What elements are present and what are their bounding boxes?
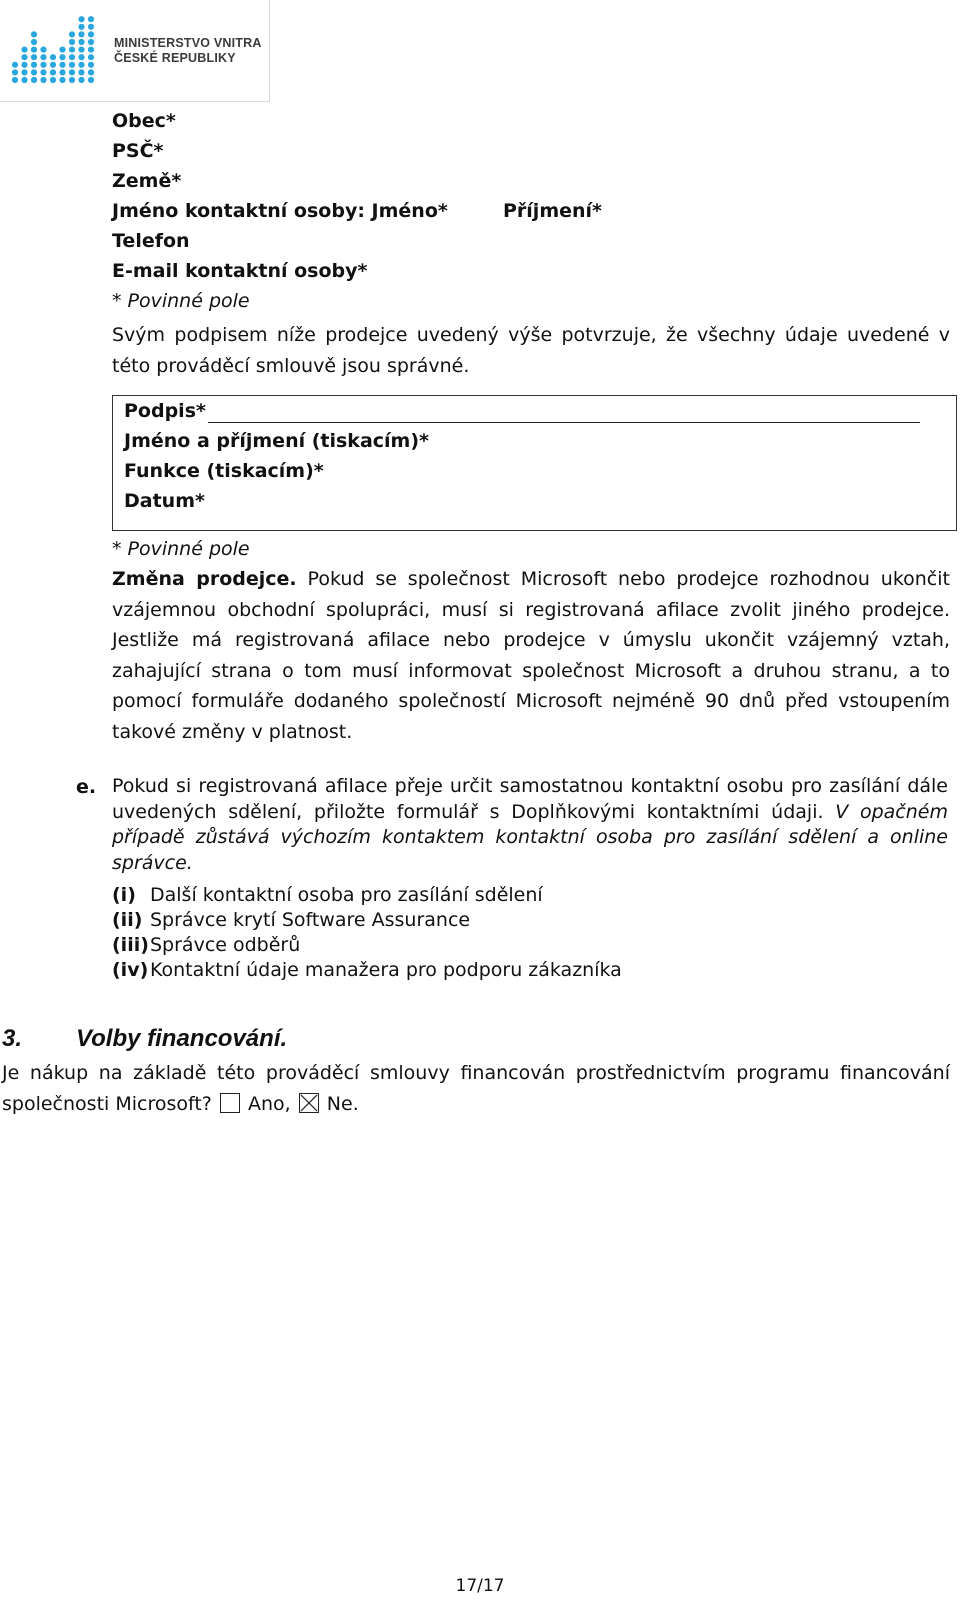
field-contact-name: Jméno kontaktní osoby: Jméno* (112, 200, 448, 222)
required-note-2: * Povinné pole (112, 538, 250, 560)
printed-name-label: Jméno a příjmení (tiskacím)* (124, 430, 429, 452)
required-note-1: * Povinné pole (112, 290, 250, 312)
list-item (112, 907, 470, 933)
financing-question-text: Je nákup na základě této prováděcí smlouvy financován prostřednictvím programu financování společnosti Microsoft? (2, 1062, 950, 1115)
section-number: 3. (2, 1025, 23, 1052)
list-item-number: (iv) (112, 959, 149, 981)
checkbox-yes[interactable] (220, 1093, 240, 1113)
logo-dots-icon (10, 10, 105, 85)
option-yes-label: Ano, (247, 1092, 291, 1115)
list-item (112, 882, 543, 908)
option-no-label: Ne. (326, 1092, 359, 1115)
field-obec: Obec* (112, 110, 176, 132)
confirm-paragraph: Svým podpisem níže prodejce uvedený výše potvrzuje, že všechny údaje uvedené v této prováděcí smlouvě jsou správné. (112, 324, 950, 377)
logo-line-1: MINISTERSTVO VNITRA (114, 36, 262, 50)
list-item (112, 957, 622, 983)
list-item-text: Správce odběrů (150, 934, 301, 956)
list-item-text: Kontaktní údaje manažera pro podporu zákazníka (150, 959, 622, 981)
financing-question (2, 1058, 950, 1119)
checkbox-no[interactable] (299, 1093, 319, 1113)
section-title: Volby financování. (76, 1025, 288, 1052)
list-item-text: Správce krytí Software Assurance (150, 909, 471, 931)
list-item-number: (i) (112, 884, 136, 906)
item-e-paragraph (112, 774, 948, 876)
list-item (112, 932, 300, 958)
signature-label: Podpis* (124, 400, 206, 422)
item-e-label: e. (76, 776, 97, 798)
signature-line (208, 422, 920, 423)
function-label: Funkce (tiskacím)* (124, 460, 324, 482)
page-number: 17/17 (455, 1576, 505, 1596)
reseller-change-paragraph (112, 564, 950, 747)
logo-line-2: ČESKÉ REPUBLIKY (114, 51, 236, 65)
field-telefon: Telefon (112, 230, 190, 252)
ministry-logo (0, 0, 270, 102)
date-label: Datum* (124, 490, 205, 512)
field-surname: Příjmení* (503, 200, 602, 222)
reseller-change-text: Pokud se společnost Microsoft nebo prodejce rozhodnou ukončit vzájemnou obchodní spolupráci, musí si registrovaná afilace zvolit jiného prodejce. Jestliže má registrovaná afilace nebo prodejce v úmyslu ukončit vzájemný vztah, zahajující strana o tom musí informovat společnost Microsoft a druhou stranu, a to pomocí formuláře dodaného společností Microsoft nejméně 90 dnů před vstoupením takové změny v platnost. (112, 568, 950, 743)
reseller-change-title: Změna prodejce. (112, 568, 297, 590)
list-item-number: (ii) (112, 909, 143, 931)
field-email: E-mail kontaktní osoby* (112, 260, 368, 282)
field-psc: PSČ* (112, 140, 164, 162)
logo-text (114, 36, 262, 66)
list-item-text: Další kontaktní osoba pro zasílání sdělení (150, 884, 543, 906)
item-e-text: Pokud si registrovaná afilace přeje určit samostatnou kontaktní osobu pro zasílání dále uvedených sdělení, přiložte formulář s Doplňkovými kontaktními údaji. (112, 775, 948, 823)
list-item-number: (iii) (112, 934, 149, 956)
item-e-italic-text: V opačném případě zůstává výchozím kontaktem kontaktní osoba pro zasílání sdělení a online správce. (112, 800, 948, 874)
field-zeme: Země* (112, 170, 182, 192)
